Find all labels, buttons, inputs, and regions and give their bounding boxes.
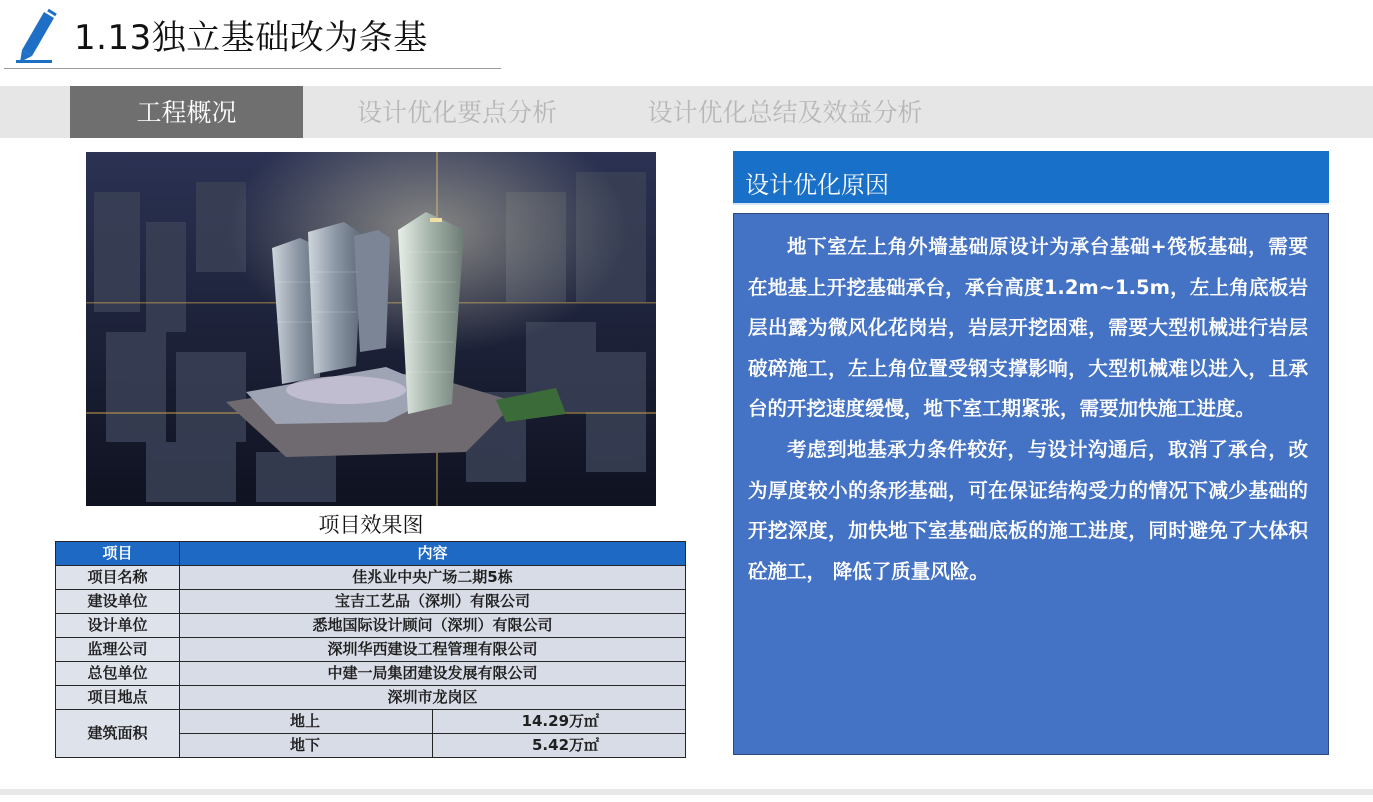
- area-below-label: 地下: [180, 734, 433, 758]
- row-value: 宝吉工艺品（深圳）有限公司: [180, 590, 686, 614]
- area-above-label: 地上: [180, 710, 433, 734]
- header-content: 内容: [180, 542, 686, 566]
- header-item: 项目: [56, 542, 180, 566]
- table-row: [56, 710, 686, 734]
- row-value: 深圳华西建设工程管理有限公司: [180, 638, 686, 662]
- table-row: [56, 590, 686, 614]
- reason-panel-body: [733, 213, 1329, 755]
- row-value: 佳兆业中央广场二期5栋: [180, 566, 686, 590]
- table-row: [56, 638, 686, 662]
- image-caption: 项目效果图: [318, 513, 424, 537]
- header-divider: [733, 203, 1329, 205]
- project-rendering-image: [86, 152, 656, 506]
- table-row: [56, 686, 686, 710]
- project-info-table: [55, 541, 686, 758]
- row-label: 设计单位: [56, 614, 180, 638]
- footer-divider: [0, 789, 1373, 795]
- table-header-row: [56, 542, 686, 566]
- row-value: 悉地国际设计顾问（深圳）有限公司: [180, 614, 686, 638]
- slide-title: 1.13独立基础改为条基: [74, 18, 428, 58]
- reason-paragraph-2: 考虑到地基承力条件较好，与设计沟通后，取消了承台，改为厚度较小的条形基础，可在保证结构受力的情况下减少基础的开挖深度，加快地下室基础底板的施工进度，同时避免了大体积砼施工， 降低了质量风险。: [748, 437, 1308, 583]
- table-row: [56, 614, 686, 638]
- row-label: 项目地点: [56, 686, 180, 710]
- row-label: 总包单位: [56, 662, 180, 686]
- reason-paragraph-1: 地下室左上角外墙基础原设计为承台基础+筏板基础，需要在地基上开挖基础承台，承台高度1.2m~1.5m，左上角底板岩层出露为微风化花岗岩，岩层开挖困难，需要大型机械进行岩层破碎施工，左上角位置受钢支撑影响，大型机械难以进入，且承台的开挖速度缓慢，地下室工期紧张，需要加快施工进度。: [748, 235, 1308, 421]
- row-label: 监理公司: [56, 638, 180, 662]
- row-value: 深圳市龙岗区: [180, 686, 686, 710]
- row-value: 中建一局集团建设发展有限公司: [180, 662, 686, 686]
- reason-panel-header: [733, 151, 1329, 205]
- table-row: [56, 662, 686, 686]
- area-above-value: 14.29万㎡: [433, 710, 686, 734]
- row-label: 项目名称: [56, 566, 180, 590]
- row-label: 建设单位: [56, 590, 180, 614]
- tab-optimization-analysis[interactable]: 设计优化要点分析: [356, 98, 557, 127]
- tab-project-overview[interactable]: 工程概况: [70, 86, 303, 138]
- tab-summary-benefit[interactable]: 设计优化总结及效益分析: [647, 98, 923, 127]
- tab-bar: [0, 86, 1373, 138]
- pencil-icon: [14, 8, 58, 64]
- reason-panel-title: 设计优化原因: [745, 171, 889, 199]
- area-label: 建筑面积: [56, 710, 180, 758]
- title-divider: [4, 68, 501, 69]
- area-below-value: 5.42万㎡: [433, 734, 686, 758]
- table-row: [56, 566, 686, 590]
